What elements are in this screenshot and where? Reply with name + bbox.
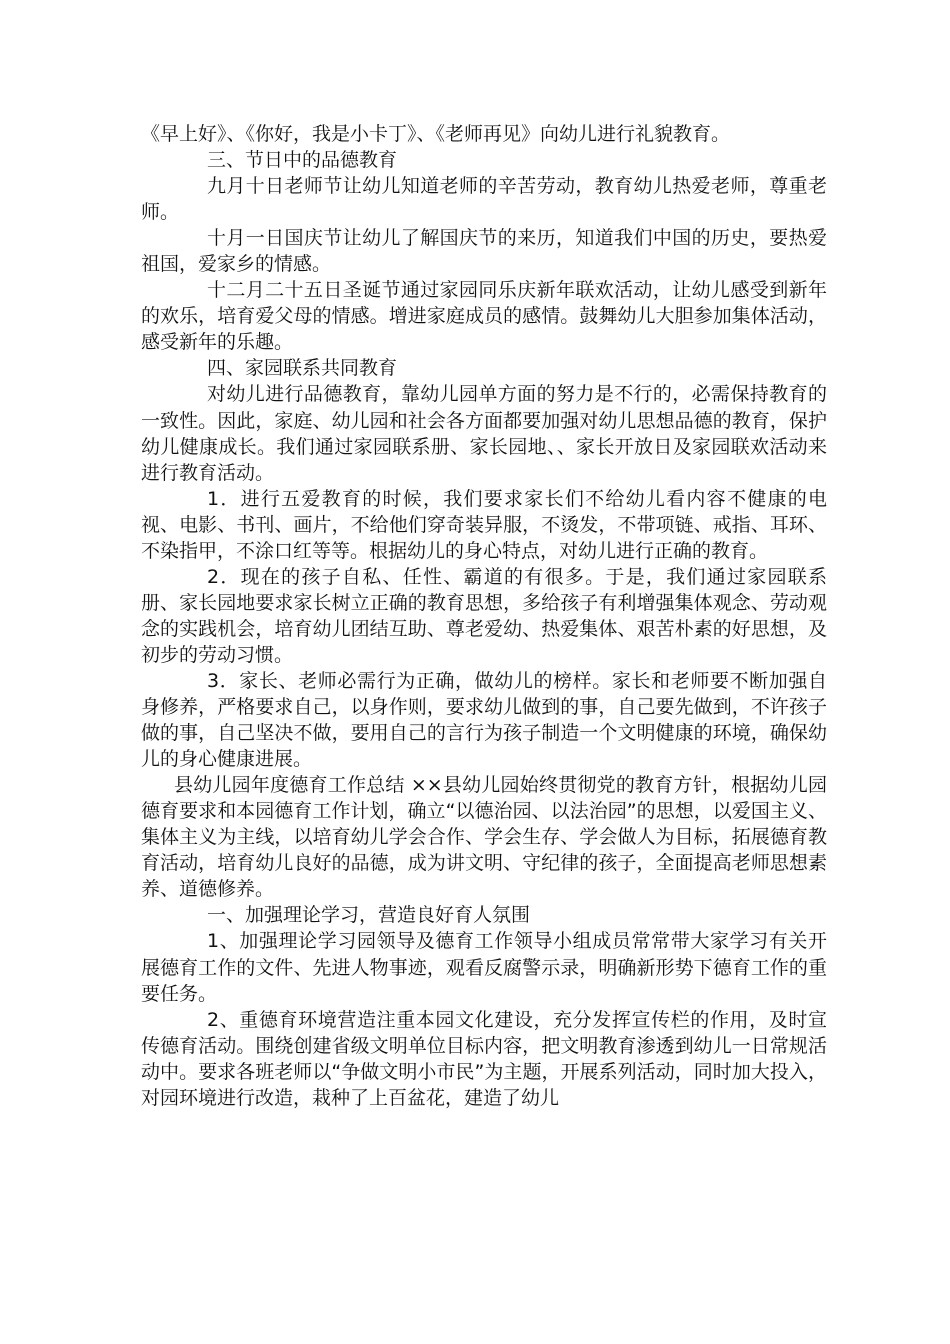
- paragraph-consistency: 对幼儿进行品德教育，靠幼儿园单方面的努力是不行的，必需保持教育的一致性。因此，家庭、幼儿园和社会各方面都要加强对幼儿思想品德的教育，保护幼儿健康成长。我们通过家园联系册、家长园地、、家长开放日及家园联欢活动来进行教育活动。: [141, 383, 827, 484]
- paragraph-annual-summary: 县幼儿园年度德育工作总结 ××县幼儿园始终贯彻党的教育方针，根据幼儿园德育要求和本园德育工作计划，确立“以德治园、以法治园”的思想，以爱国主义、集体主义为主线，以培育幼儿学会合作、学会生存、学会做人为目标，拓展德育教育活动，培育幼儿良好的品德，成为讲文明、守纪律的孩子，全面提高老师思想素养、道德修养。: [141, 774, 827, 901]
- paragraph-theory-item-1: 1、加强理论学习园领导及德育工作领导小组成员常常带大家学习有关开展德育工作的文件、先进人物事迹，观看反腐警示录，明确新形势下德育工作的重要任务。: [141, 930, 827, 1005]
- paragraph-environment-item-2: 2、重德育环境营造注重本园文化建设，充分发挥宣传栏的作用，及时宣传德育活动。围绕创建省级文明单位目标内容，把文明教育渗透到幼儿一日常规活动中。要求各班老师以“争做文明小市民”为主题，开展系列活动，同时加大投入，对园环境进行改造，栽种了上百盆花，建造了幼儿: [141, 1008, 827, 1109]
- paragraph-teachers-day: 九月十日老师节让幼儿知道老师的辛苦劳动，教育幼儿热爱老师，尊重老师。: [141, 175, 827, 224]
- heading-theory-learning: 一、加强理论学习，营造良好育人氛围: [207, 904, 531, 927]
- paragraph-national-day: 十月一日国庆节让幼儿了解国庆节的来历，知道我们中国的历史，要热爱祖国，爱家乡的情感。: [141, 227, 827, 276]
- paragraph-item-3: 3．家长、老师必需行为正确，做幼儿的榜样。家长和老师要不断加强自身修养，严格要求自己，以身作则，要求幼儿做到的事，自己要先做到，不许孩子做的事，自己坚决不做，要用自己的言行为孩子制造一个文明健康的环境，确保幼儿的身心健康进展。: [141, 669, 827, 771]
- paragraph-item-2: 2．现在的孩子自私、任性、霸道的有很多。于是，我们通过家园联系册、家长园地要求家长树立正确的教育思想，多给孩子有利增强集体观念、劳动观念的实践机会，培育幼儿团结互助、尊老爱幼、热爱集体、艰苦朴素的好思想，及初步的劳动习惯。: [141, 565, 827, 666]
- paragraph-christmas: 十二月二十五日圣诞节通过家园同乐庆新年联欢活动，让幼儿感受到新年的欢乐，培育爱父母的情感。增进家庭成员的感情。鼓舞幼儿大胆参加集体活动，感受新年的乐趣。: [141, 279, 827, 354]
- heading-holiday-moral-education: 三、节日中的品德教育: [207, 149, 398, 172]
- document-body: [141, 121, 827, 1111]
- paragraph-etiquette-songs: 《早上好》、《你好，我是小卡丁》、《老师再见》向幼儿进行礼貌教育。: [141, 123, 731, 145]
- paragraph-item-1: 1．进行五爱教育的时候，我们要求家长们不给幼儿看内容不健康的电视、电影、书刊、画片，不给他们穿奇装异服，不烫发，不带项链、戒指、耳环、不染指甲，不涂口红等等。根据幼儿的身心特点，对幼儿进行正确的教育。: [141, 487, 827, 562]
- heading-home-school-cooperation: 四、家园联系共同教育: [207, 357, 398, 380]
